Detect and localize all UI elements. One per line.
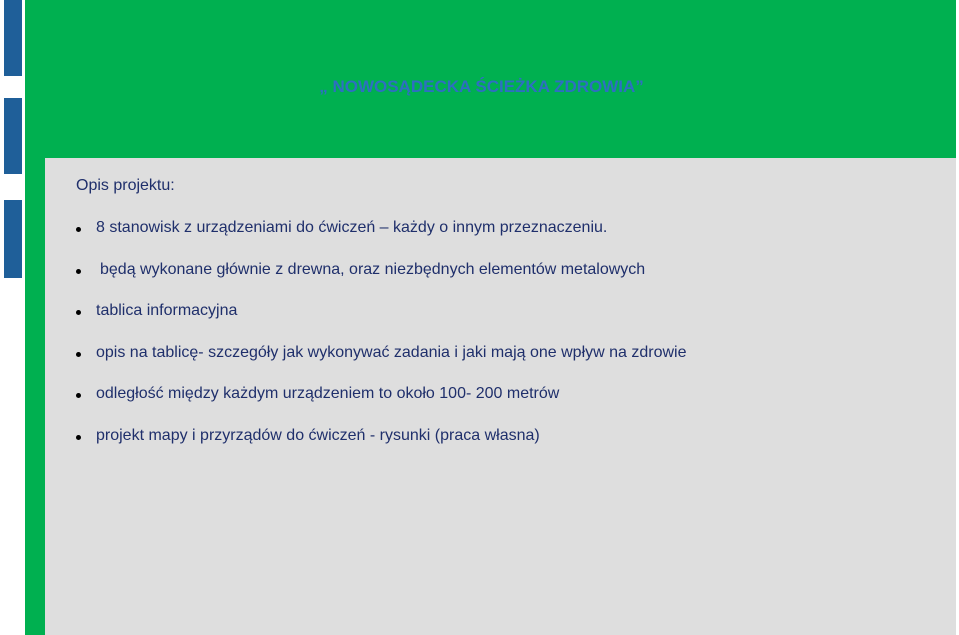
list-item: [76, 343, 936, 363]
section-heading: Opis projektu:: [76, 177, 175, 194]
bullet-dot-icon: [76, 310, 81, 315]
bullet-dot-icon: [76, 435, 81, 440]
slide-title: „ NOWOSĄDECKA ŚCIEŻKA ZDROWIA”: [319, 77, 644, 96]
bullet-dot-icon: [76, 227, 81, 232]
list-item-text: opis na tablicę- szczegóły jak wykonywać zadania i jaki mają one wpływ na zdrowie: [96, 343, 687, 361]
list-item: [76, 384, 936, 404]
list-item-text: będą wykonane głównie z drewna, oraz niezbędnych elementów metalowych: [100, 260, 646, 278]
bullet-dot-icon: [76, 393, 81, 398]
bullet-list: [76, 218, 936, 446]
list-item: [76, 301, 936, 321]
decorative-bar-1: [4, 0, 22, 76]
list-item-text: tablica informacyjna: [96, 302, 238, 320]
list-item-text: 8 stanowisk z urządzeniami do ćwiczeń – każdy o innym przeznaczeniu.: [96, 219, 608, 236]
decorative-bar-2: [4, 98, 22, 174]
list-item-text: projekt mapy i przyrządów do ćwiczeń - rysunki (praca własna): [96, 426, 540, 444]
decorative-bar-3: [4, 200, 22, 278]
list-item-text: odległość między każdym urządzeniem to około 100- 200 metrów: [96, 385, 560, 403]
list-item: [76, 218, 936, 238]
bullet-dot-icon: [76, 269, 81, 274]
list-item: [76, 426, 936, 446]
list-item: [76, 260, 936, 280]
content-area: [76, 176, 936, 468]
bullet-dot-icon: [76, 352, 81, 357]
green-side-band: [25, 158, 45, 635]
